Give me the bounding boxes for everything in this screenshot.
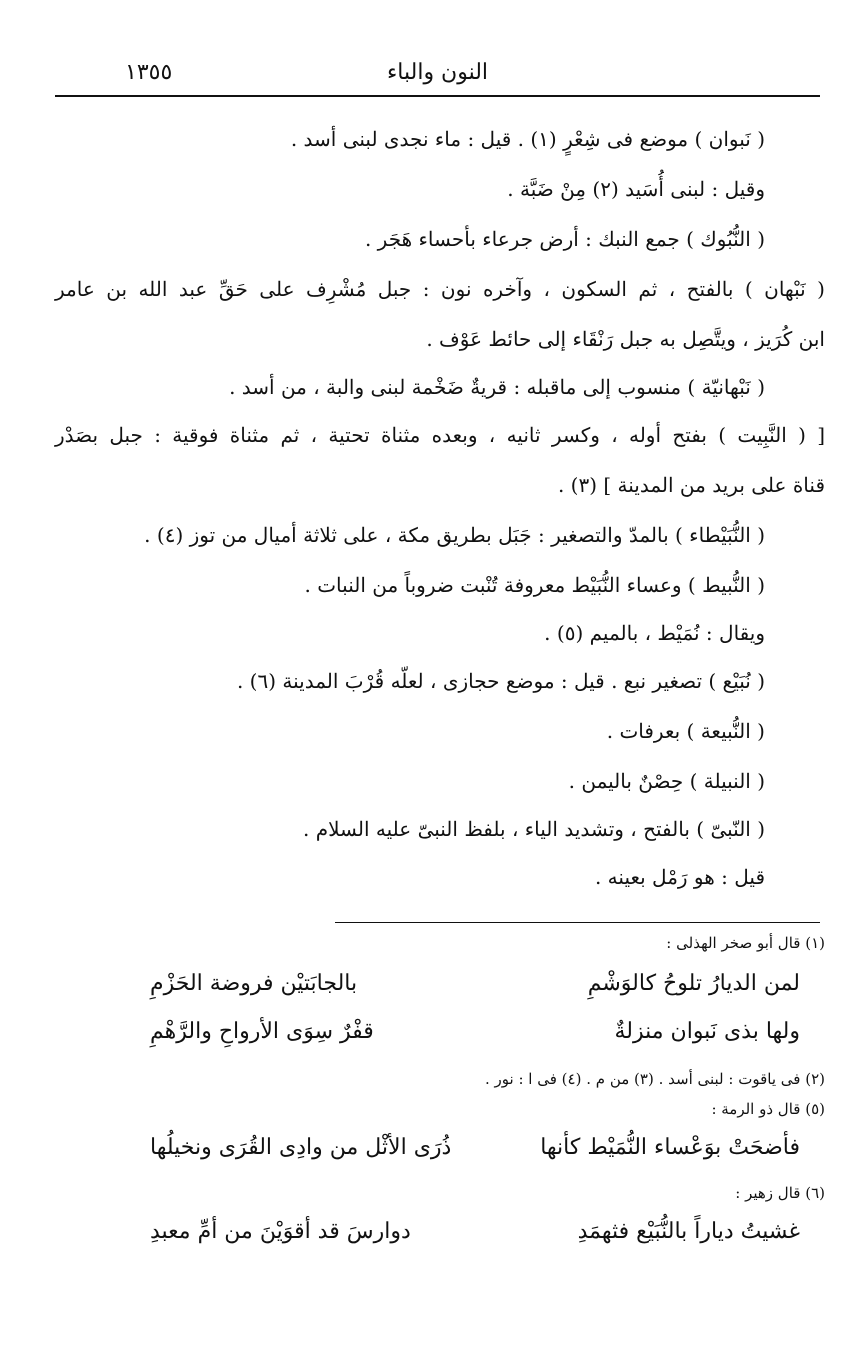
verse-hemistich: لمن الديارُ تلوحُ كالوَشْمِ — [587, 971, 800, 996]
entry-line: ( نُبَيْع ) تصغير نبع . قيل : موضع حجازى ، لعلّه قُرْبَ المدينة (٦) . — [236, 669, 765, 693]
footnotes-2-4: (٢) فى ياقوت : لبنى أسد . (٣) من م . (٤) فى ا : نور . — [485, 1070, 825, 1088]
verse-line — [150, 1128, 800, 1168]
footnote-rule — [335, 922, 820, 923]
running-title: النون والباء — [386, 60, 489, 85]
verse-hemistich: بالجابَتيْن فروضة الحَزْمِ — [150, 971, 358, 996]
header-rule — [55, 95, 820, 97]
entry-line: قناة على بريد من المدينة ] (٣) . — [557, 473, 825, 497]
entry-line: ( النّبىّ ) بالفتح ، وتشديد الياء ، بلفظ النبىّ عليه السلام . — [303, 817, 765, 841]
verse-hemistich: ذُرَى الأثْل من وادِى القُرَى ونخيلُها — [150, 1135, 452, 1160]
entry-line: ( النُّبيعة ) بعرفات . — [606, 719, 765, 743]
footnote-1-intro: (١) قال أبو صخر الهذلى : — [666, 934, 825, 952]
entry-line: قيل : هو رَمْل بعينه . — [594, 865, 765, 889]
verse-hemistich: قفْرٌ سِوَى الأرواحِ والرَّهْمِ — [150, 1019, 374, 1044]
entry-line: ( النُّبيط ) وعساء النُّبَيْط معروفة تُنْبت ضروباً من النبات . — [304, 573, 765, 597]
entry-line: ( النبيلة ) حِصْنٌ باليمن . — [568, 769, 765, 793]
entry-line: ( نَبْهانيّة ) منسوب إلى ماقبله : قريةٌ ضَخْمة لبنى والبة ، من أسد . — [229, 375, 765, 399]
running-header — [55, 58, 820, 94]
verse-hemistich: فأضحَتْ بوَعْساء النُّمَيْط كأنها — [540, 1135, 800, 1160]
verse-hemistich: ولها بذى نَبوان منزلةٌ — [614, 1019, 800, 1044]
entry-line: [ ( النَّبِيت ) بفتح أوله ، وكسر ثانيه ، وبعده مثناة تحتية ، ثم مثناة فوقية : جبل بصَدْر — [55, 423, 825, 447]
verse-line — [150, 1012, 800, 1052]
entry-line: ويقال : نُمَيْط ، بالميم (٥) . — [544, 621, 765, 645]
entry-line: ابن كُرَيز ، ويتَّصِل به جبل رَنْقَاء إلى حائط عَوْف . — [426, 327, 825, 351]
footnotes — [55, 928, 825, 1288]
footnote-6-intro: (٦) قال زهير : — [735, 1184, 825, 1202]
verse-line — [150, 1212, 800, 1252]
verse-line — [150, 964, 800, 1004]
verse-hemistich: غشيتُ دياراً بالنُّبَيْع فثهمَدِ — [577, 1219, 800, 1244]
entry-line: ( النُّبَيْطاء ) بالمدّ والتصغير : جَبَل بطريق مكة ، على ثلاثة أميال من توز (٤) . — [144, 523, 765, 547]
entry-line: ( نَبوان ) موضع فى شِعْرٍ (١) . قيل : ماء نجدى لبنى أسد . — [290, 127, 765, 151]
verse-hemistich: دوارسَ قد أقوَيْنَ من أمِّ معبدِ — [150, 1219, 411, 1244]
entry-line: ( النُّبُوك ) جمع النبك : أرض جرعاء بأحساء هَجَر . — [364, 227, 765, 251]
footnote-5-intro: (٥) قال ذو الرمة : — [711, 1100, 825, 1118]
page-number: ١٣٥٥ — [125, 60, 173, 85]
entry-line: وقيل : لبنى أُسَيد (٢) مِنْ ضَبَّة . — [507, 177, 765, 201]
entry-line: ( نَبْهان ) بالفتح ، ثم السكون ، وآخره نون : جبل مُشْرِف على حَقِّ عبد الله بن عامر — [55, 277, 825, 301]
